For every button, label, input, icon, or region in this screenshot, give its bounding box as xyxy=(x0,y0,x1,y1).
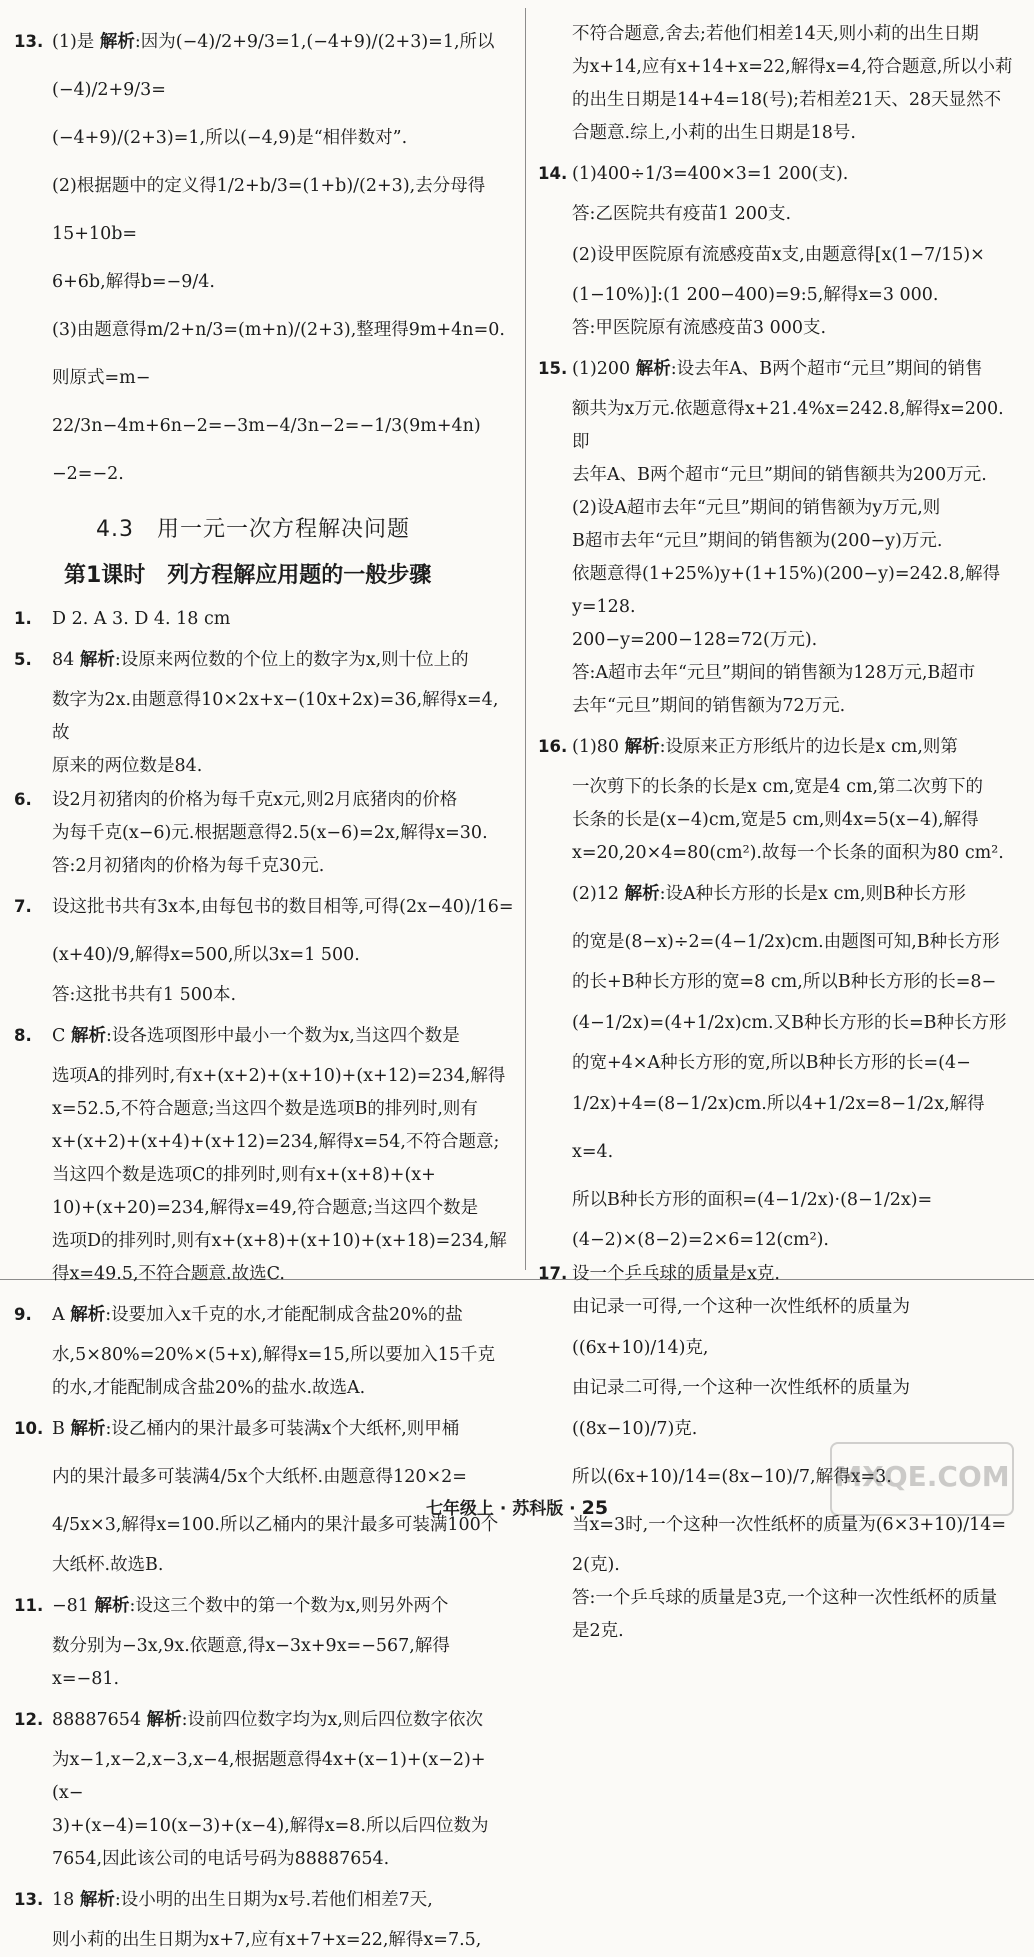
answer-text: A 解析:设要加入x千克的水,才能配制成含盐20%的盐 xyxy=(52,1305,463,1325)
answer-item xyxy=(14,1696,514,1744)
answer-item xyxy=(14,1291,514,1339)
answer-line: 合题意.综上,小莉的出生日期是18号. xyxy=(572,123,856,143)
analysis-label: 解析 xyxy=(79,1890,115,1910)
answer-line: (2)根据题中的定义得1/2+b/3=(1+b)/(2+3),去分母得15+10b= xyxy=(52,176,486,244)
answer-item xyxy=(14,18,514,114)
analysis-label: 解析 xyxy=(635,359,671,379)
answer-line: 所以B种长方形的面积=(4−1/2x)·(8−1/2x)= xyxy=(572,1190,933,1210)
answer-text: −81 解析:设这三个数中的第一个数为x,则另外两个 xyxy=(52,1596,449,1616)
answer-line: 当x=3时,一个这种一次性纸杯的质量为(6×3+10)/14= xyxy=(572,1515,1007,1535)
answer-line: (2)12 解析:设A种长方形的长是x cm,则B种长方形 xyxy=(572,884,966,904)
answer-line: 答:甲医院原有流感疫苗3 000支. xyxy=(572,318,827,338)
answer-line: 答:A超市去年“元旦”期间的销售额为128万元,B超市 xyxy=(572,663,976,683)
question-number: 6. xyxy=(14,790,32,809)
answer-line: (x+40)/9,解得x=500,所以3x=1 500. xyxy=(52,945,360,965)
watermark-text: MXQE.COM xyxy=(834,1460,1010,1493)
answer-line: 长条的长是(x−4)cm,宽是5 cm,则4x=5(x−4),解得 xyxy=(572,810,979,830)
answer-line: 10)+(x+20)=234,解得x=49,符合题意;当这四个数是 xyxy=(52,1198,479,1218)
column-divider xyxy=(525,8,526,1270)
answer-text: 84 解析:设原来两位数的个位上的数字为x,则十位上的 xyxy=(52,650,469,670)
answer-line: 的宽是(8−x)÷2=(4−1/2x)cm.由题图可知,B种长方形 xyxy=(572,932,1000,952)
question-number: 7. xyxy=(14,897,32,916)
answer-item xyxy=(14,1582,514,1630)
analysis-label: 解析 xyxy=(70,1419,106,1439)
answer-line: 4/5x×3,解得x=100.所以乙桶内的果汁最多可装满100个 xyxy=(52,1515,499,1535)
answer-text: 88887654 解析:设前四位数字均为x,则后四位数字依次 xyxy=(52,1710,483,1730)
answer-line: 200−y=200−128=72(万元). xyxy=(572,630,818,650)
answer-text: (1)400÷1/3=400×3=1 200(支). xyxy=(572,164,849,184)
answer-line: y=128. xyxy=(572,597,636,617)
question-number: 15. xyxy=(538,359,568,378)
question-number: 10. xyxy=(14,1419,44,1438)
question-number: 13. xyxy=(14,1890,44,1909)
answer-line: (4−2)×(8−2)=2×6=12(cm²). xyxy=(572,1230,829,1250)
answer-line: 的出生日期是14+4=18(号);若相差21天、28天显然不 xyxy=(572,90,1002,110)
answer-line: 一次剪下的长条的长是x cm,宽是4 cm,第二次剪下的 xyxy=(572,777,984,797)
answer-line: 6+6b,解得b=−9/4. xyxy=(52,272,215,292)
answer-line: x=52.5,不符合题意;当这四个数是选项B的排列时,则有 xyxy=(52,1099,478,1119)
question-number: 11. xyxy=(14,1596,44,1615)
answer-text: 设这批书共有3x本,由每包书的数目相等,可得(2x−40)/16= xyxy=(52,897,514,917)
answer-line: 7654,因此该公司的电话号码为88887654. xyxy=(52,1849,390,1869)
answer-line: (1−10%)]:(1 200−400)=9:5,解得x=3 000. xyxy=(572,285,939,305)
question-number: 16. xyxy=(538,737,568,756)
answer-line: 由记录一可得,一个这种一次性纸杯的质量为 xyxy=(572,1297,911,1317)
question-number: 9. xyxy=(14,1305,32,1324)
answer-line: 大纸杯.故选B. xyxy=(52,1555,164,1575)
answer-line: 去年“元旦”期间的销售额为72万元. xyxy=(572,696,846,716)
answer-line: 由记录二可得,一个这种一次性纸杯的质量为 xyxy=(572,1378,911,1398)
lesson-title: 第1课时 列方程解应用题的一般步骤 xyxy=(64,563,432,588)
answer-item xyxy=(14,883,514,931)
answer-line: ((8x−10)/7)克. xyxy=(572,1419,698,1439)
answer-text: C 解析:设各选项图形中最小一个数为x,当这四个数是 xyxy=(52,1026,460,1046)
answer-line: 去年A、B两个超市“元旦”期间的销售额共为200万元. xyxy=(572,465,987,485)
answer-line: (2)设A超市去年“元旦”期间的销售额为y万元,则 xyxy=(572,498,941,518)
page-number: 25 xyxy=(581,1497,609,1519)
answer-line: (2)设甲医院原有流感疫苗x支,由题意得[x(1−7/15)× xyxy=(572,245,985,265)
answer-item xyxy=(538,18,1020,51)
answer-item xyxy=(538,150,1020,198)
answer-line: 22/3n−4m+6n−2=−3m−4/3n−2=−1/3(9m+4n)−2=−2. xyxy=(52,416,481,484)
answer-line: 依题意得(1+25%)y+(1+15%)(200−y)=242.8,解得 xyxy=(572,564,1001,584)
answer-item xyxy=(538,345,1020,393)
answer-item xyxy=(14,636,514,684)
left-column xyxy=(14,18,514,1957)
answer-line: 水,5×80%=20%×(5+x),解得x=15,所以要加入15千克 xyxy=(52,1345,495,1365)
answer-line: 数字为2x.由题意得10×2x+x−(10x+2x)=36,解得x=4,故 xyxy=(52,690,499,743)
analysis-label: 解析 xyxy=(94,1596,130,1616)
answer-line: 1/2x)+4=(8−1/2x)cm.所以4+1/2x=8−1/2x,解得x=4. xyxy=(572,1094,985,1162)
answer-line: 的宽+4×A种长方形的宽,所以B种长方形的长=(4− xyxy=(572,1053,971,1073)
answer-line: (4−1/2x)=(4+1/2x)cm.又B种长方形的长=B种长方形 xyxy=(572,1013,1007,1033)
answer-line: 答:2月初猪肉的价格为每千克30元. xyxy=(52,856,325,876)
answer-line: 是2克. xyxy=(572,1621,624,1641)
analysis-label: 解析 xyxy=(624,884,660,904)
answer-text: 18 解析:设小明的出生日期为x号.若他们相差7天, xyxy=(52,1890,433,1910)
question-number: 12. xyxy=(14,1710,44,1729)
answer-line: 为每千克(x−6)元.根据题意得2.5(x−6)=2x,解得x=30. xyxy=(52,823,488,843)
answer-line: 的长+B种长方形的宽=8 cm,所以B种长方形的长=8− xyxy=(572,972,997,992)
answer-item xyxy=(538,723,1020,771)
question-number: 1. xyxy=(14,609,32,628)
answer-line: 选项A的排列时,有x+(x+2)+(x+10)+(x+12)=234,解得 xyxy=(52,1066,506,1086)
analysis-label: 解析 xyxy=(79,650,115,670)
watermark-logo xyxy=(830,1442,1014,1516)
analysis-label: 解析 xyxy=(146,1710,182,1730)
answer-list xyxy=(14,602,514,1957)
answer-item xyxy=(14,602,514,636)
answer-line: 为x+14,应有x+14+x=22,解得x=4,符合题意,所以小莉 xyxy=(572,57,1013,77)
answer-text: D 2. A 3. D 4. 18 cm xyxy=(52,609,231,629)
answer-line: 为x−1,x−2,x−3,x−4,根据题意得4x+(x−1)+(x−2)+(x− xyxy=(52,1750,486,1803)
section-title: 4.3 用一元一次方程解决问题 xyxy=(96,517,410,542)
answer-item xyxy=(538,1257,1020,1291)
answer-line: 答:这批书共有1 500本. xyxy=(52,985,237,1005)
answer-line: ((6x+10)/14)克, xyxy=(572,1338,709,1358)
answer-item xyxy=(14,1405,514,1453)
answer-text: 设2月初猪肉的价格为每千克x元,则2月底猪肉的价格 xyxy=(52,790,458,810)
question-number: 13. xyxy=(14,32,44,51)
answer-line: 2(克). xyxy=(572,1555,620,1575)
answer-item xyxy=(14,1876,514,1924)
question-number: 17. xyxy=(538,1264,568,1283)
answer-line: 得x=49.5,不符合题意.故选C. xyxy=(52,1264,285,1284)
analysis-label: 解析 xyxy=(624,737,660,757)
answer-line: (−4+9)/(2+3)=1,所以(−4,9)是“相伴数对”. xyxy=(52,128,408,148)
question-number: 8. xyxy=(14,1026,32,1045)
question-number: 5. xyxy=(14,650,32,669)
answer-line: x=20,20×4=80(cm²).故每一个长条的面积为80 cm². xyxy=(572,843,1004,863)
answer-item xyxy=(14,1012,514,1060)
answer-line: x+(x+2)+(x+4)+(x+12)=234,解得x=54,不符合题意; xyxy=(52,1132,500,1152)
answer-line: (3)由题意得m/2+n/3=(m+n)/(2+3),整理得9m+4n=0.则原式=m− xyxy=(52,320,505,388)
footer-label: 七年级上 · 苏科版 · xyxy=(425,1499,576,1519)
answer-line: 答:一个乒乓球的质量是3克,一个这种一次性纸杯的质量 xyxy=(572,1588,998,1608)
answer-text: B 解析:设乙桶内的果汁最多可装满x个大纸杯,则甲桶 xyxy=(52,1419,460,1439)
analysis-label: 解析 xyxy=(70,1026,106,1046)
answer-line: 答:乙医院共有疫苗1 200支. xyxy=(572,204,792,224)
answer-line: B超市去年“元旦”期间的销售额为(200−y)万元. xyxy=(572,531,943,551)
analysis-label: 解析 xyxy=(70,1305,106,1325)
answer-line: 当这四个数是选项C的排列时,则有x+(x+8)+(x+ xyxy=(52,1165,436,1185)
answer-text: (1)80 解析:设原来正方形纸片的边长是x cm,则第 xyxy=(572,737,958,757)
answer-line: 数分别为−3x,9x.依题意,得x−3x+9x=−567,解得x=−81. xyxy=(52,1636,450,1689)
answer-list-top xyxy=(14,18,514,498)
answer-line: 的水,才能配制成含盐20%的盐水.故选A. xyxy=(52,1378,366,1398)
answer-line: 3)+(x−4)=10(x−3)+(x−4),解得x=8.所以后四位数为 xyxy=(52,1816,489,1836)
answer-line: 则小莉的出生日期为x+7,应有x+7+x=22,解得x=7.5, xyxy=(52,1930,482,1950)
answer-line: 所以(6x+10)/14=(8x−10)/7,解得x=3. xyxy=(572,1467,892,1487)
answer-line: 选项D的排列时,则有x+(x+8)+(x+10)+(x+18)=234,解 xyxy=(52,1231,507,1251)
right-column xyxy=(538,18,1020,1648)
answer-list-right xyxy=(538,18,1020,1648)
analysis-label: 解析 xyxy=(99,32,135,52)
answer-line: 额共为x万元.依题意得x+21.4%x=242.8,解得x=200.即 xyxy=(572,399,1004,452)
answer-text: 不符合题意,舍去;若他们相差14天,则小莉的出生日期 xyxy=(572,24,979,44)
question-number: 14. xyxy=(538,164,568,183)
answer-text: 设一个乒乓球的质量是x克. xyxy=(572,1264,780,1284)
answer-text: (1)是 解析:因为(−4)/2+9/3=1,(−4+9)/(2+3)=1,所以(−4)/2+9/3= xyxy=(52,32,495,100)
answer-text: (1)200 解析:设去年A、B两个超市“元旦”期间的销售 xyxy=(572,359,983,379)
answer-line: 内的果汁最多可装满4/5x个大纸杯.由题意得120×2= xyxy=(52,1467,467,1487)
answer-item xyxy=(14,783,514,817)
answer-line: 原来的两位数是84. xyxy=(52,756,203,776)
